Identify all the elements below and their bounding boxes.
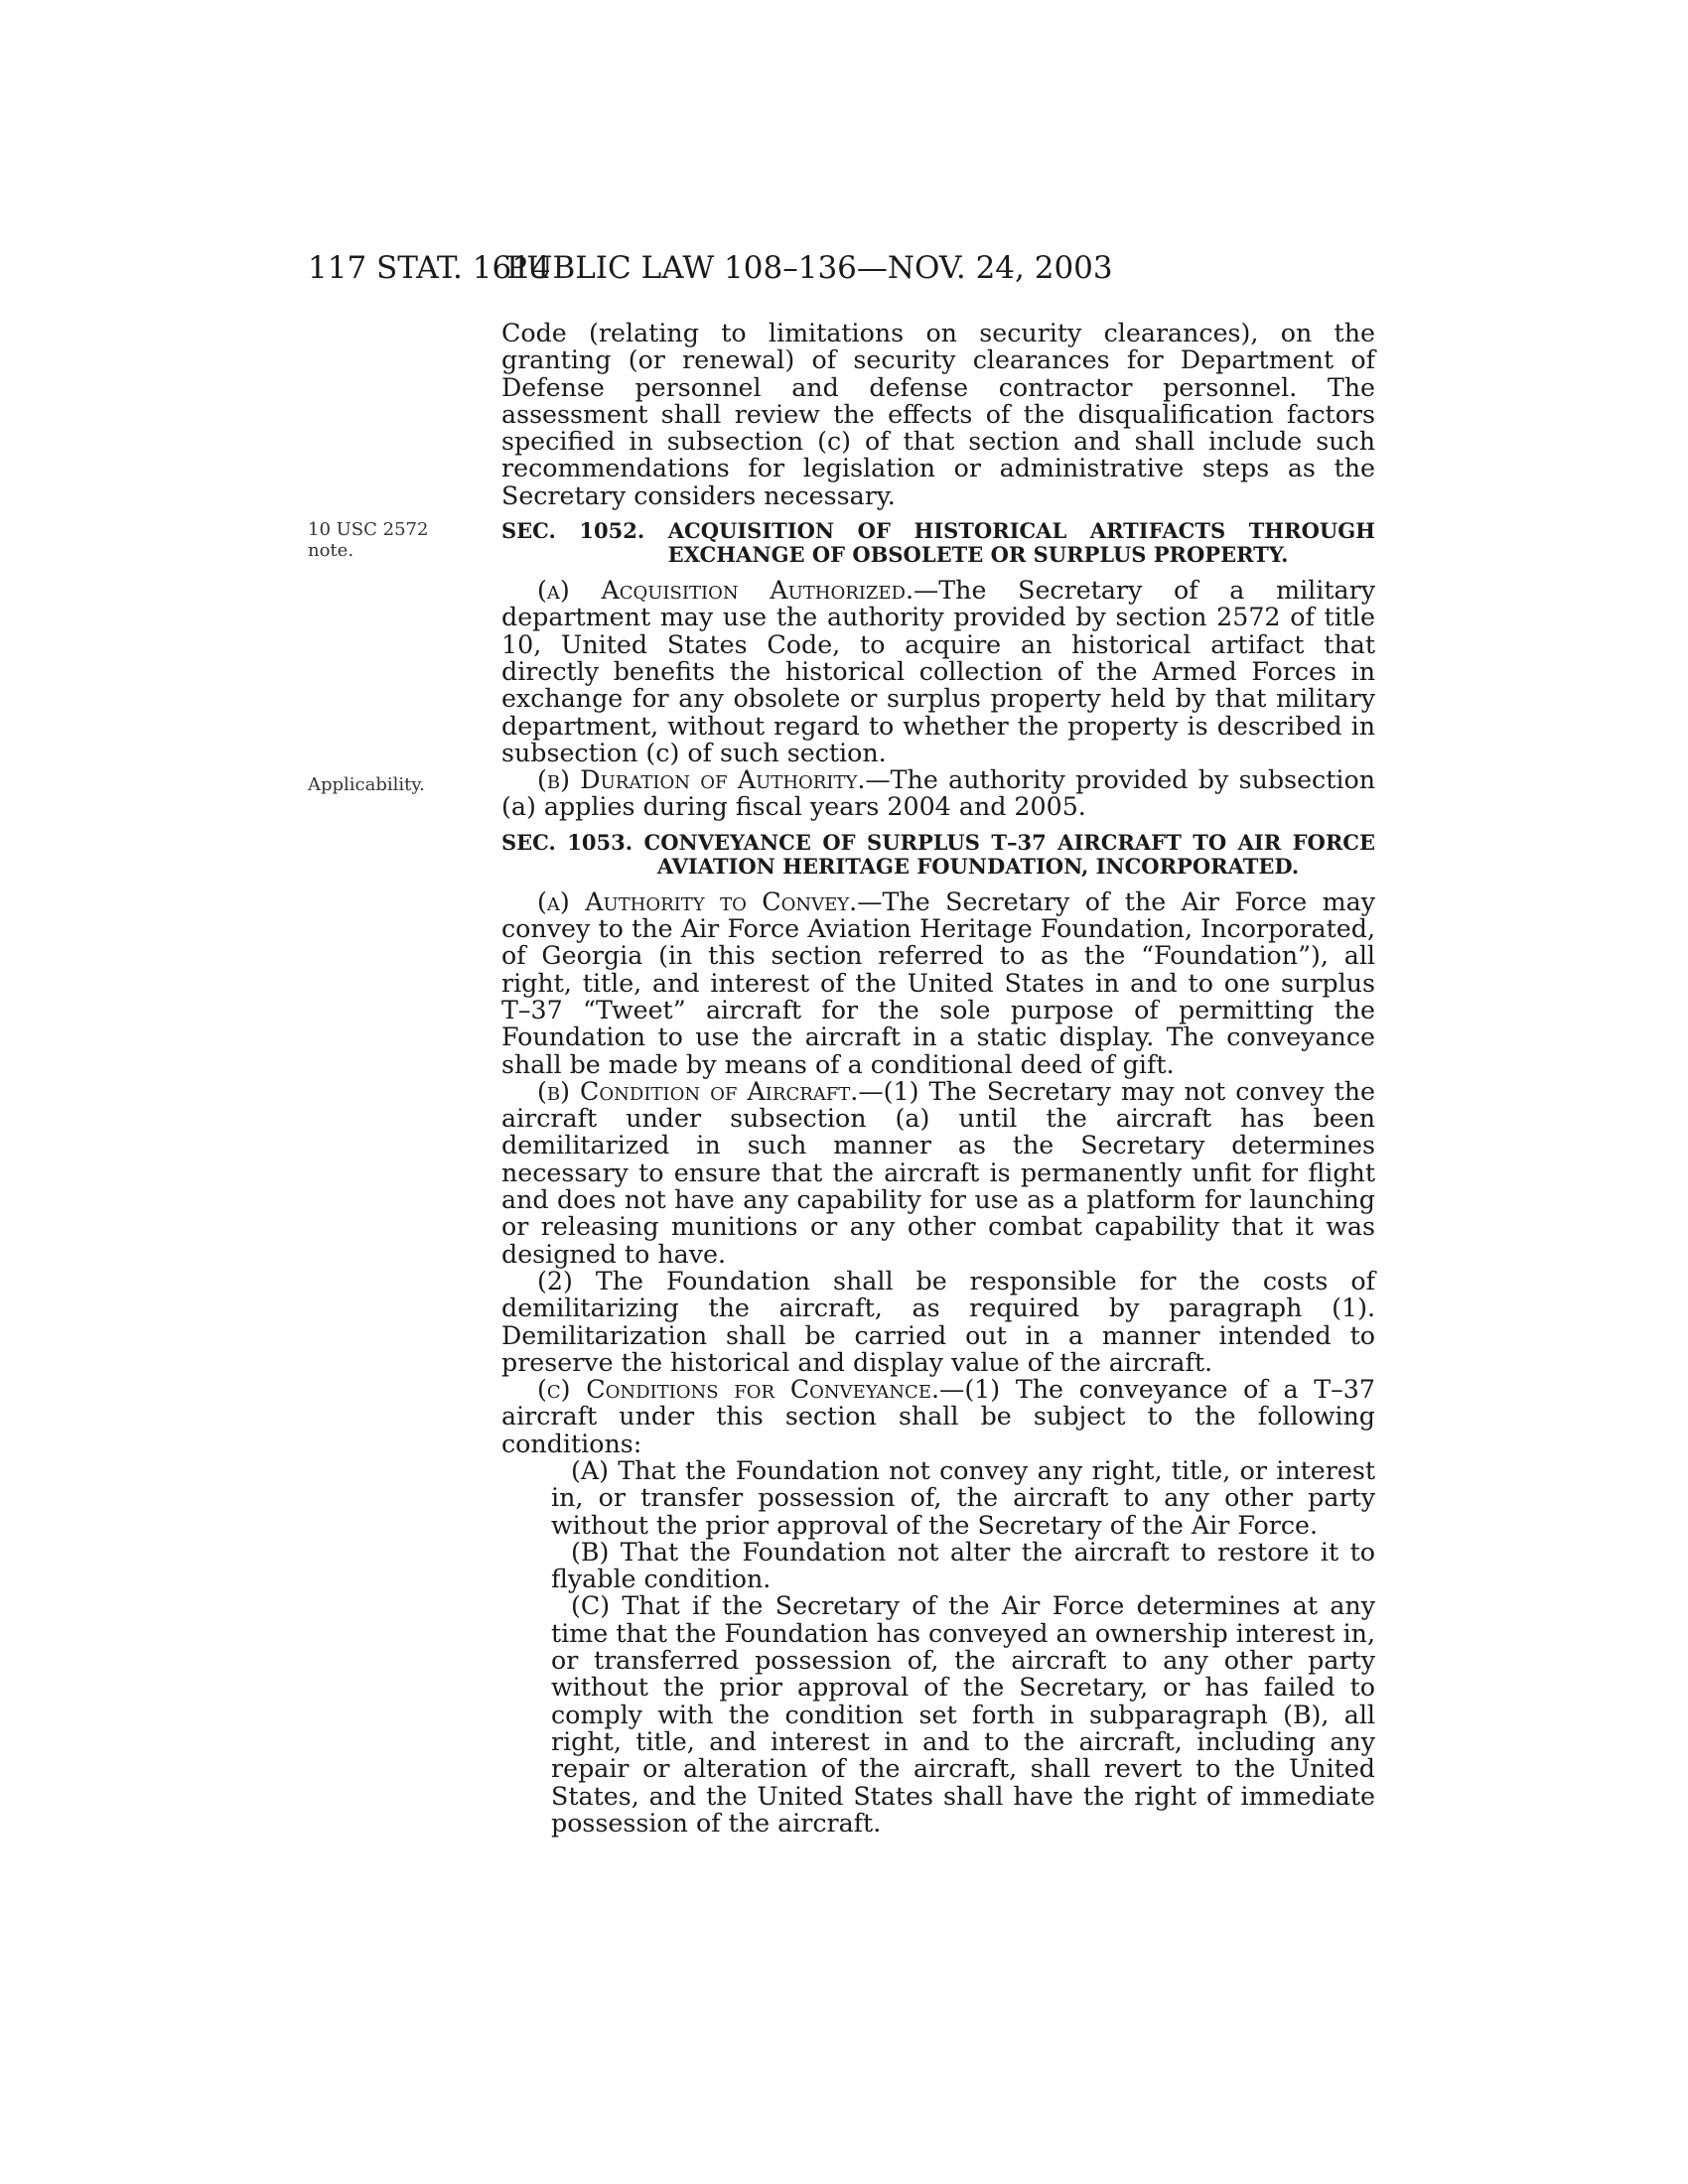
section-1052-a-text: —The Secretary of a military department may use the authority provided by section 2572 of title 10, United States Code, to acquire an historical artifact that directly benefits the historical collection of the Armed Forces in exchange for any obsolete or surplus property held by that military department, without regard to whether the property is described in subsection (c) of such section.: [501, 576, 1375, 767]
section-1053-b2: (2) The Foundation shall be responsible for the costs of demilitarizing the aircraft, as required by paragraph (1). Demilitarization shall be carried out in a manner intended to preserve the historical and display value of the aircraft.: [501, 1266, 1375, 1377]
body-text-column: [501, 320, 1375, 1837]
section-1053-c-C: (C) That if the Secretary of the Air Force determines at any time that the Foundation has conveyed an ownership interest in, or transferred possession of, the aircraft to any other party without the prior approval of the Secretary, or has failed to comply with the condition set forth in subparagraph (B), all right, title, and interest in and to the aircraft, including any repair or alteration of the aircraft, shall revert to the United States, and the United States shall have the right of immediate possession of the aircraft.: [551, 1591, 1375, 1838]
section-1053-a-text: —The Secretary of the Air Force may convey to the Air Force Aviation Heritage Foundation, Incorporated, of Georgia (in this section referred to as the “Foundation”), all right, title, and interest of the United States in and to one surplus T–37 “Tweet” aircraft for the sole purpose of permitting the Foundation to use the aircraft in a static display. The conveyance shall be made by means of a conditional deed of gift.: [501, 887, 1375, 1079]
page-header: [308, 250, 1380, 290]
section-1052-b: [501, 766, 1375, 821]
stat-page-number: 117 STAT. 1614: [308, 250, 551, 286]
section-1053-b1: [501, 1078, 1375, 1268]
margin-note-usc-line1: 10 USC 2572: [308, 519, 429, 540]
margin-note-usc-line2: note.: [308, 540, 354, 561]
section-1052-b-heading: (b) Duration of Authority.: [537, 765, 866, 795]
section-1052-heading-line1: SEC. 1052. ACQUISITION OF HISTORICAL ARTIFACTS THROUGH: [501, 518, 1375, 544]
intro-paragraph: Code (relating to limitations on security clearances), on the granting (or renewal) of security clearances for Department of Defense personnel and defense contractor personnel. The assessment shall review the effects of the disqualification factors specified in subsection (c) of that section and shall include such recommendations for legislation or administrative steps as the Secretary considers necessary.: [501, 319, 1375, 510]
section-1053-heading-line2: AVIATION HERITAGE FOUNDATION, INCORPORATED.: [656, 853, 1300, 879]
section-1053-b-text: —(1) The Secretary may not convey the aircraft under subsection (a) until the aircraft has been demilitarized in such manner as the Secretary determines necessary to ensure that the aircraft is permanently unfit for flight and does not have any capability for use as a platform for launching or releasing munitions or any other combat capability that it was designed to have.: [501, 1076, 1375, 1269]
section-1052-a-heading: (a) Acquisition Authorized.: [537, 576, 914, 606]
section-1052-a: [501, 577, 1375, 766]
section-1053-c-heading: (c) Conditions for Conveyance.: [537, 1375, 940, 1405]
section-1052-b-text: —The authority provided by subsection (a) applies during fiscal years 2004 and 2005.: [501, 765, 1375, 822]
section-1053-heading-line1: SEC. 1053. CONVEYANCE OF SURPLUS T–37 AIRCRAFT TO AIR FORCE: [501, 829, 1375, 855]
margin-note-applicability: Applicability.: [308, 774, 425, 795]
section-1053-b-heading: (b) Condition of Aircraft.: [537, 1076, 859, 1106]
section-1053-c-B: (B) That the Foundation not alter the aircraft to restore it to flyable condition.: [551, 1537, 1375, 1594]
section-1053-c-text: —(1) The conveyance of a T–37 aircraft under this section shall be subject to the following conditions:: [501, 1375, 1375, 1458]
margin-note-usc: [308, 519, 428, 561]
section-1053-a: [501, 888, 1375, 1078]
section-1053-heading: [501, 831, 1375, 879]
section-1053-a-heading: (a) Authority to Convey.: [537, 887, 858, 916]
section-1052-heading-line2: EXCHANGE OF OBSOLETE OR SURPLUS PROPERTY.: [667, 542, 1289, 568]
section-1052-heading: [501, 519, 1375, 567]
public-law-citation: PUBLIC LAW 108–136—NOV. 24, 2003: [506, 250, 1113, 286]
section-1053-c-A: (A) That the Foundation not convey any right, title, or interest in, or transfer possession of, the aircraft to any other party without the prior approval of the Secretary of the Air Force.: [551, 1455, 1375, 1540]
section-1053-c1: [501, 1376, 1375, 1457]
